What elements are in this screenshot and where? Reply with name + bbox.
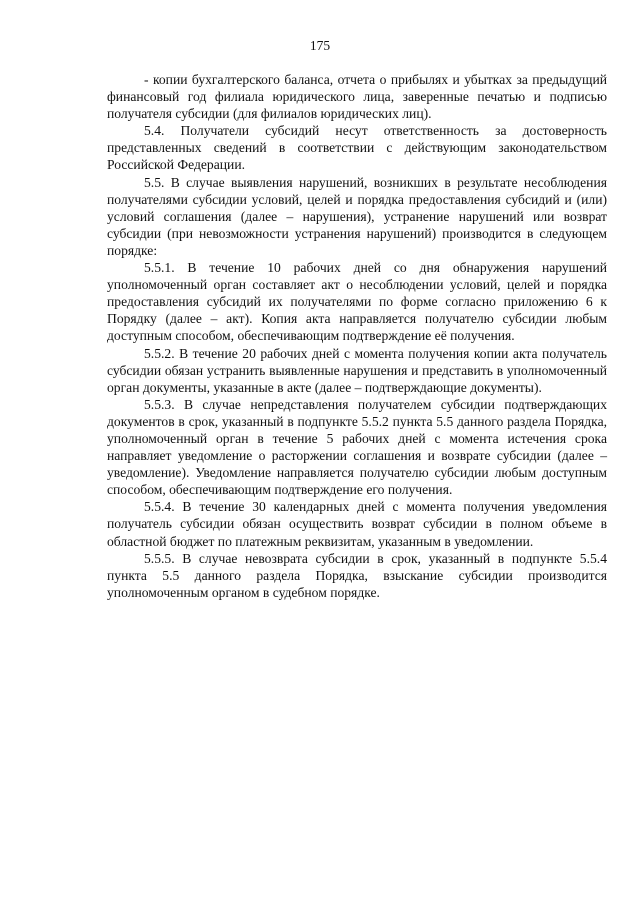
paragraph-5-5-1: 5.5.1. В течение 10 рабочих дней со дня обнаружения нарушений уполномоченный орган составляет акт о несоблюдении условий, целей и порядка предоставления субсидий их получателями по форме согласно приложению 6 к Порядку (далее – акт). Копия акта направляется получателю субсидии любым доступным способом, обеспечивающим подтверждение её получения.	[107, 260, 607, 344]
paragraph-5-5-2: 5.5.2. В течение 20 рабочих дней с момента получения копии акта получатель субсидии обязан устранить выявленные нарушения и представить в уполномоченный орган документы, указанные в акте (далее – подтверждающие документы).	[107, 345, 607, 395]
paragraph-5-5: 5.5. В случае выявления нарушений, возникших в результате несоблюдения получателями субсидии условий, целей и порядка предоставления субсидий и (или) условий соглашения (далее – нарушения), устранение нарушений или возврат субсидии (при невозможности устранения нарушений) производится в следующем порядке:	[107, 174, 607, 258]
document-body	[107, 71, 607, 601]
paragraph-5-5-4: 5.5.4. В течение 30 календарных дней с момента получения уведомления получатель субсидии обязан осуществить возврат субсидии в полном объеме в областной бюджет по платежным реквизитам, указанным в уведомлении.	[107, 499, 607, 549]
paragraph-balance-copies: - копии бухгалтерского баланса, отчета о прибылях и убытках за предыдущий финансовый год филиала юридического лица, заверенные печатью и подписью получателя субсидии (для филиалов юридических лиц).	[107, 72, 607, 122]
page-number: 175	[309, 38, 331, 53]
paragraph-5-4: 5.4. Получатели субсидий несут ответственность за достоверность представленных сведений в соответствии с действующим законодательством Российской Федерации.	[107, 123, 607, 173]
paragraph-5-5-5: 5.5.5. В случае невозврата субсидии в срок, указанный в подпункте 5.5.4 пункта 5.5 данного раздела Порядка, взыскание субсидии производится уполномоченным органом в судебном порядке.	[107, 550, 607, 600]
paragraph-5-5-3: 5.5.3. В случае непредставления получателем субсидии подтверждающих документов в срок, указанный в подпункте 5.5.2 пункта 5.5 данного раздела Порядка, уполномоченный орган в течение 5 рабочих дней с момента истечения срока направляет уведомление о расторжении соглашения и возврате субсидии (далее – уведомление). Уведомление направляется получателю субсидии любым доступным способом, обеспечивающим подтверждение его получения.	[107, 396, 607, 498]
